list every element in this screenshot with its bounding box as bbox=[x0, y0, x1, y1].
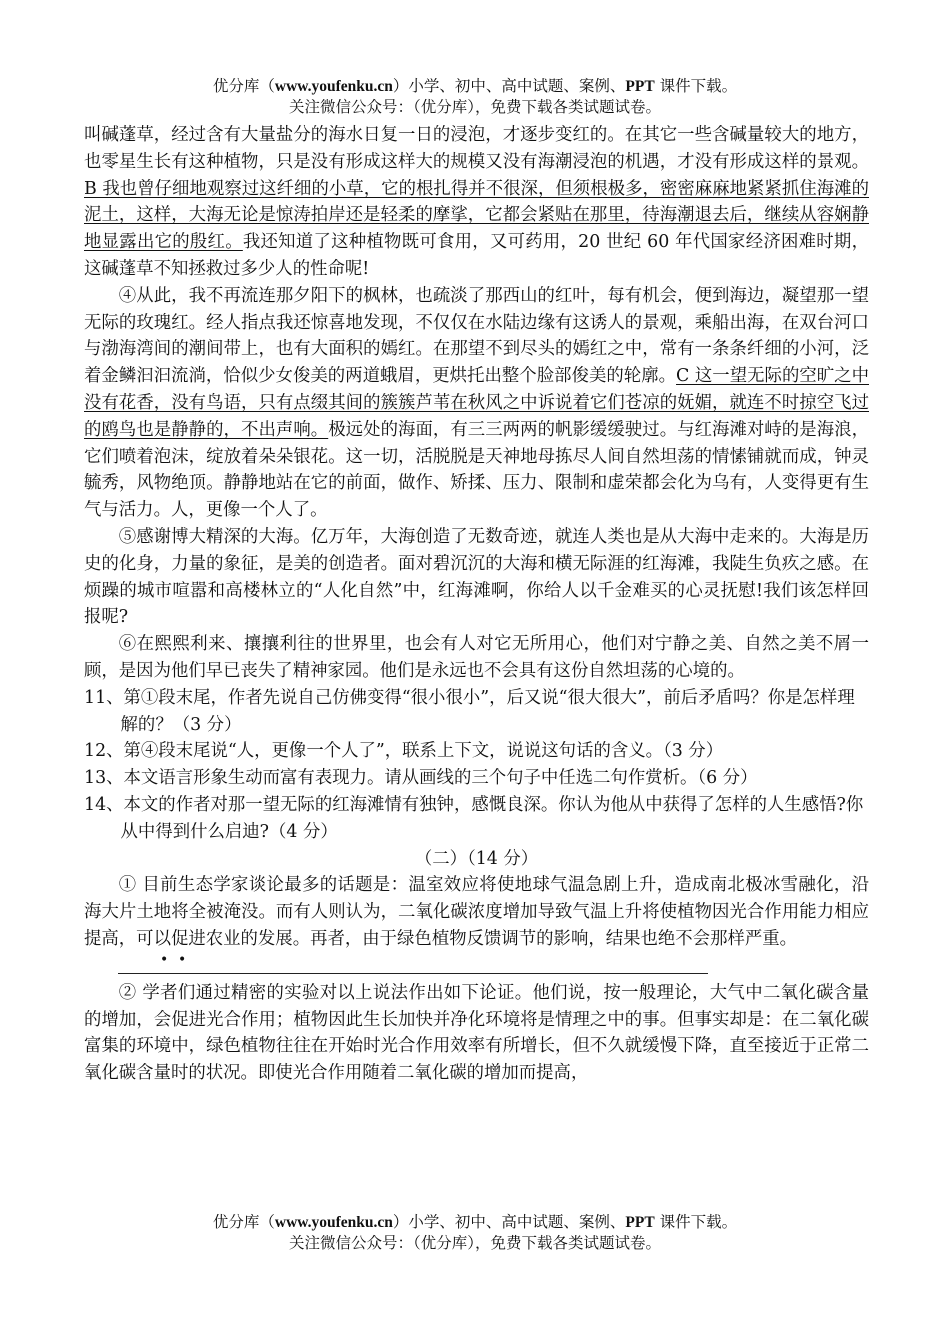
header-text: 课件下载。 bbox=[654, 77, 738, 95]
page-footer bbox=[0, 1212, 950, 1253]
section-2-paragraph-1: ① 目前生态学家谈论最多的话题是：温室效应将使地球气温急剧上升，造成南北极冰雪融化，沿海大片土地将全被淹没。而有人则认为，二氧化碳浓度增加导致气温上升将使植物因光合作用能力相应提高，可以促进农业的发展。再者，由于绿色植物反馈调节的影响，结果也绝不会那样严重。 bbox=[84, 875, 869, 949]
underlined-sentence-c: C 这一望无际的空旷之中没有花香，没有鸟语，只有点缀其间的簇簇芦苇在秋风之中诉说着它们苍凉的妩媚，就连不时掠空飞过的鸥鸟也是静静的，不出声响。 bbox=[84, 366, 869, 440]
document-body bbox=[84, 122, 869, 1087]
question-11: 11、第①段末尾，作者先说自己仿佛变得“很小很小”，后又说“很大很大”，前后矛盾吗？你是怎样理解的？（3 分） bbox=[84, 687, 855, 735]
header-line-2: 关注微信公众号：（优分库），免费下载各类试题试卷。 bbox=[288, 98, 661, 116]
page-header bbox=[0, 76, 950, 117]
paragraph-5: ⑤感谢博大精深的大海。亿万年，大海创造了无数奇迹，就连人类也是从大海中走来的。大海是历史的化身，力量的象征，是美的创造者。面对碧沉沉的大海和横无际涯的红海滩，我陡生负疚之感。在烦躁的城市喧嚣和高楼林立的“人化自然”中，红海滩啊，你给人以千金难买的心灵抚慰!我们该怎样回报呢? bbox=[84, 526, 869, 628]
question-12: 12、第④段末尾说“人，更像一个人了”，联系上下文，说说这句话的含义。（3 分） bbox=[84, 741, 724, 762]
footer-text: ）小学、初中、高中试题、案例、 bbox=[392, 1213, 626, 1231]
underlined-sentence-b: B 我也曾仔细地观察过这纤细的小草，它的根扎得并不很深，但须根极多，密密麻麻地紧紧抓住海滩的泥土，这样，大海无论是惊涛拍岸还是轻柔的摩挲，它都会紧贴在那里，待海潮退去后，继续从容娴静地显露出它的殷红。 bbox=[84, 178, 869, 253]
answer-line bbox=[118, 973, 708, 974]
paragraph-4 bbox=[84, 283, 869, 524]
question-13: 13、本文语言形象生动而富有表现力。请从画线的三个句子中任选二句作赏析。（6 分） bbox=[84, 768, 758, 789]
text: 叫碱蓬草，经过含有大量盐分的海水日复一日的浸泡，才逐步变红的。在其它一些含碱量较大的地方，也零星生长有这种植物，只是没有形成这样大的规模又没有海潮浸泡的机遇，才没有形成这样的景观。 bbox=[84, 125, 869, 172]
section-2-paragraph-2: ② 学者们通过精密的实验对以上说法作出如下论证。他们说，按一般理论，大气中二氧化碳含量的增加，会促进光合作用；植物因此生长加快并净化环境将是情理之中的事。但事实却是：在二氧化碳富集的环境中，绿色植物往往在开始时光合作用效率有所增长，但不久就缓慢下降，直至接近于正常二氧化碳含量时的状况。即使光合作用随着二氧化碳的增加而提高， bbox=[84, 982, 869, 1084]
header-text: ）小学、初中、高中试题、案例、 bbox=[392, 77, 626, 95]
footer-site: www.youfenku.cn bbox=[274, 1214, 393, 1231]
question-14: 14、本文的作者对那一望无际的红海滩情有独钟，感慨良深。你认为他从中获得了怎样的人生感悟?你从中得到什么启迪?（4 分） bbox=[84, 794, 864, 842]
header-line-1 bbox=[0, 76, 950, 97]
text: 极远处的海面，有三三两两的帆影缓缓驶过。与红海滩对峙的是海浪，它们喷着泡沫，绽放着朵朵银花。这一切，活脱脱是天神地母拣尽人间自然坦荡的情愫铺就而成，钟灵毓秀，风物绝顶。静静地站在它的前面，做作、矫揉、压力、限制和虚荣都会化为乌有，人变得更有生气与活力。人，更像一个人了。 bbox=[84, 419, 869, 521]
footer-ppt: PPT bbox=[625, 1214, 655, 1231]
paragraph-6: ⑥在熙熙利来、攘攘利往的世界里，也会有人对它无所用心，他们对宁静之美、自然之美不屑一顾，是因为他们早已丧失了精神家园。他们是永远也不会具有这份自然坦荡的心境的。 bbox=[84, 634, 869, 681]
footer-line-2: 关注微信公众号：（优分库），免费下载各类试题试卷。 bbox=[288, 1234, 661, 1252]
footer-text: 课件下载。 bbox=[654, 1213, 738, 1231]
emphasis-dots: • • bbox=[160, 951, 187, 968]
section-2-title: （二）（14 分） bbox=[414, 848, 539, 869]
footer-text: 优分库（ bbox=[212, 1213, 275, 1231]
paragraph-continued bbox=[84, 122, 869, 283]
header-text: 优分库（ bbox=[212, 77, 275, 95]
header-site: www.youfenku.cn bbox=[274, 78, 393, 95]
header-ppt: PPT bbox=[625, 78, 655, 95]
footer-line-1 bbox=[0, 1212, 950, 1233]
text: ④从此，我不再流连那夕阳下的枫林，也疏淡了那西山的红叶，每有机会，便到海边，凝望那一望无际的玫瑰红。经人指点我还惊喜地发现，不仅仅在水陆边缘有这诱人的景观，乘船出海，在双台河口与渤海湾间的潮间带上，也有大面积的嫣红。在那望不到尽头的嫣红之中，常有一条条纤细的小河，泛着金鳞汩汩流淌，恰似少女俊美的两道蛾眉，更烘托出整个脸部俊美的轮廓。 bbox=[84, 285, 869, 387]
text: 我还知道了这种植物既可食用，又可药用，20 世纪 60 年代国家经济困难时期，这碱蓬草不知拯救过多少人的性命呢! bbox=[84, 232, 869, 279]
